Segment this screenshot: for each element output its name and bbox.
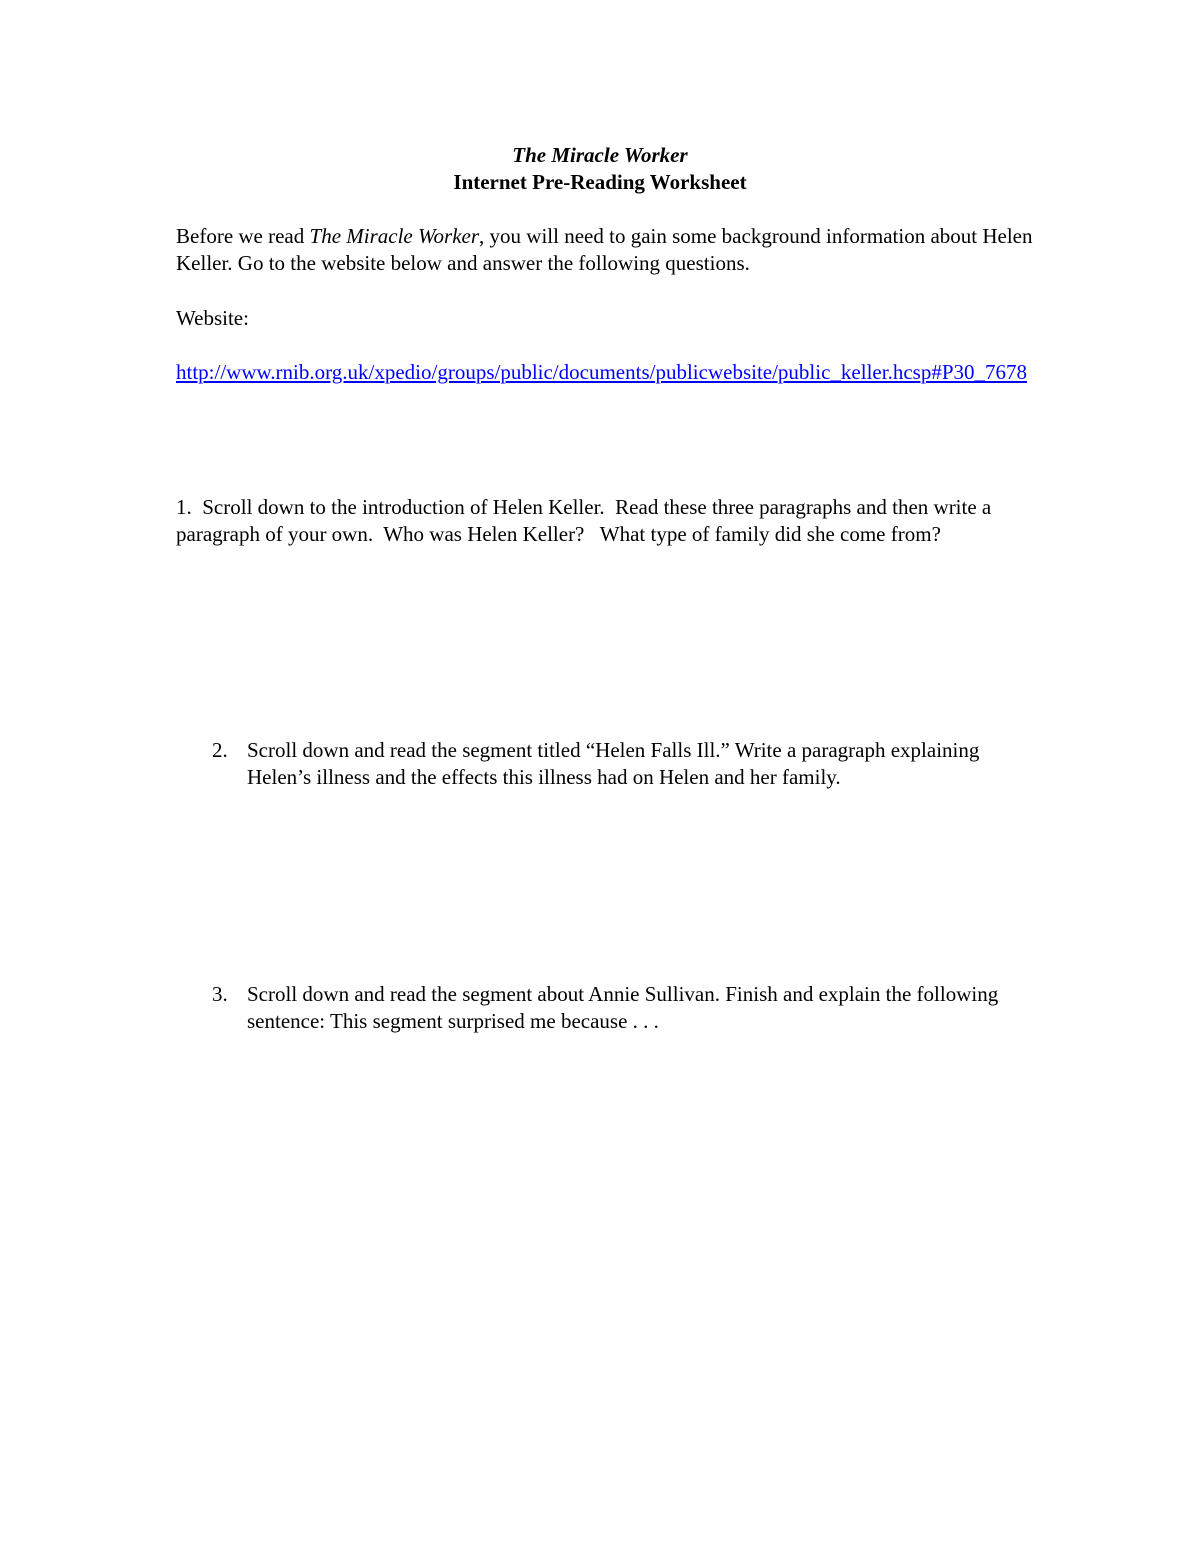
website-label: Website:	[176, 306, 249, 330]
intro-prefix: Before we read	[176, 224, 310, 248]
question-3-text: Scroll down and read the segment about Annie Sullivan. Finish and explain the following sentence: This segment surprised me because . . .	[247, 982, 999, 1033]
intro-paragraph	[176, 223, 1036, 277]
intro-suffix: , you will need to gain some background information about Helen Keller. Go to the website below and answer the following questions.	[176, 224, 1033, 275]
question-2-number: 2.	[212, 738, 228, 762]
question-1-text: Scroll down to the introduction of Helen Keller. Read these three paragraphs and then write a paragraph of your own. Who was Helen Keller? What type of family did she come from?	[176, 495, 997, 546]
question-1-number: 1.	[176, 495, 192, 519]
page-subtitle: Internet Pre-Reading Worksheet	[453, 170, 747, 194]
website-link[interactable]: http://www.rnib.org.uk/xpedio/groups/public/documents/publicwebsite/public_keller.hcsp#P30_7678	[176, 360, 1027, 384]
question-2-text: Scroll down and read the segment titled “Helen Falls Ill.” Write a paragraph explaining Helen’s illness and the effects this illness had on Helen and her family.	[247, 738, 980, 789]
title-block	[0, 142, 1200, 196]
page-title: The Miracle Worker	[512, 143, 688, 167]
question-1	[176, 494, 1036, 548]
intro-book-title: The Miracle Worker	[309, 224, 480, 248]
question-3-number: 3.	[212, 982, 228, 1006]
website-url-block	[176, 359, 1036, 386]
